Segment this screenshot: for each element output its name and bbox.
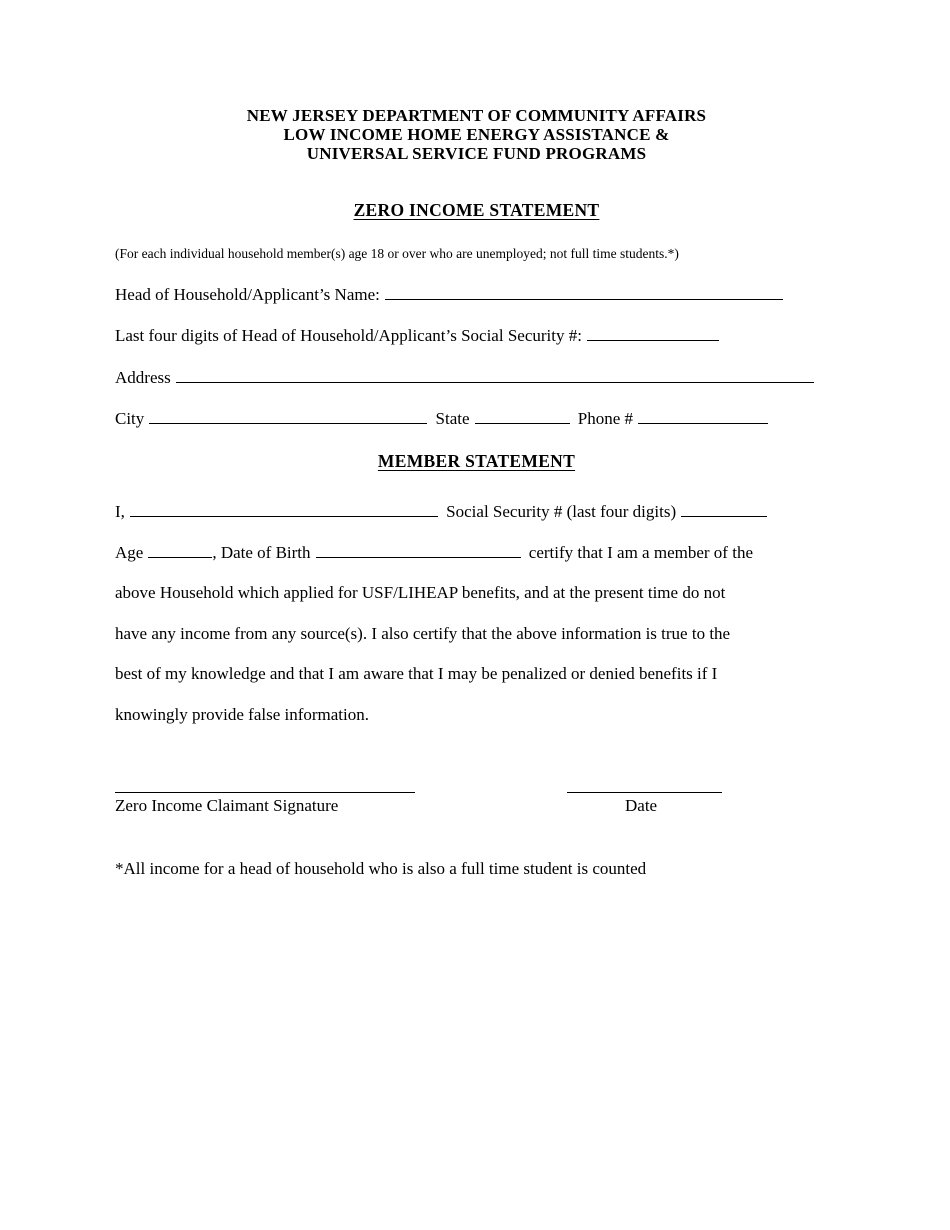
city-blank-line xyxy=(149,419,427,424)
member-line-6: knowingly provide false information. xyxy=(115,704,370,724)
member-statement-paragraph xyxy=(115,492,838,735)
ssn-label: Last four digits of Head of Household/Applicant’s Social Security #: xyxy=(115,326,582,345)
signature-labels xyxy=(115,795,838,817)
member-line-3: above Household which applied for USF/LIHEAP benefits, and at the present time do not xyxy=(115,583,726,602)
signature-section xyxy=(115,779,838,819)
ssn-field-row xyxy=(115,326,838,345)
agency-header-line-1: NEW JERSEY DEPARTMENT OF COMMUNITY AFFAIRS xyxy=(246,106,707,125)
eligibility-note: (For each individual household member(s) age 18 or over who are unemployed; not full time students.*) xyxy=(115,246,679,261)
date-blank-line xyxy=(567,788,722,793)
state-blank-line xyxy=(475,419,570,424)
address-blank-line xyxy=(176,378,814,383)
member-line-2 xyxy=(115,533,838,574)
city-label: City xyxy=(115,409,145,428)
agency-header xyxy=(115,106,838,163)
member-i-label: I, xyxy=(115,502,125,521)
ssn-blank-line xyxy=(587,336,719,341)
state-label: State xyxy=(435,409,470,428)
member-statement-title: MEMBER STATEMENT xyxy=(377,451,576,471)
member-line-1 xyxy=(115,492,838,533)
address-field-row xyxy=(115,368,838,387)
member-age-label: Age xyxy=(115,542,144,562)
member-line-5: best of my knowledge and that I am aware that I may be penalized or denied benefits if I xyxy=(115,664,718,683)
city-state-phone-row xyxy=(115,409,838,428)
member-line-4: have any income from any source(s). I also certify that the above information is true to the xyxy=(115,623,731,643)
claimant-signature-blank-line xyxy=(115,788,415,793)
agency-header-line-3: UNIVERSAL SERVICE FUND PROGRAMS xyxy=(306,144,647,163)
claimant-signature-label: Zero Income Claimant Signature xyxy=(115,796,339,815)
name-label: Head of Household/Applicant’s Name: xyxy=(115,284,380,304)
member-certify-text: certify that I am a member of the xyxy=(528,542,753,562)
member-ssn-blank-line xyxy=(681,512,767,517)
signature-lines xyxy=(115,779,838,795)
member-dob-blank-line xyxy=(316,553,521,558)
form-title: ZERO INCOME STATEMENT xyxy=(353,200,600,220)
member-dob-label: , Date of Birth xyxy=(212,542,311,562)
footnote-text: *All income for a head of household who is also a full time student is counted xyxy=(115,859,647,878)
name-blank-line xyxy=(385,295,783,300)
member-ssn-label: Social Security # (last four digits) xyxy=(446,502,677,521)
member-age-blank-line xyxy=(148,553,212,558)
phone-label: Phone # xyxy=(577,409,634,428)
agency-header-line-2: LOW INCOME HOME ENERGY ASSISTANCE & xyxy=(283,125,670,144)
member-name-blank-line xyxy=(130,512,438,517)
phone-blank-line xyxy=(638,419,768,424)
address-label: Address xyxy=(115,367,171,387)
name-field-row xyxy=(115,285,838,304)
date-label: Date xyxy=(625,796,658,815)
